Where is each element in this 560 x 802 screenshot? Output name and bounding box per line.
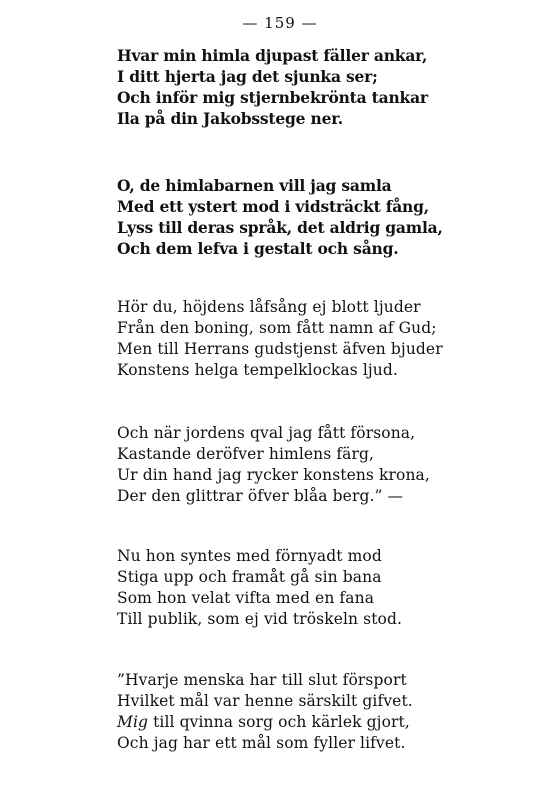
verse-line: Och inför mig stjernbekrönta tankar (117, 88, 428, 107)
verse-line: Ur din hand jag rycker konstens krona, (117, 466, 430, 484)
verse-line: Och jag har ett mål som fyller lifvet. (117, 734, 406, 752)
verse-line: I ditt hjerta jag det sjunka ser; (117, 67, 378, 86)
verse-line: ”Hvarje menska har till slut försport (117, 671, 407, 689)
verse-line-rest: till qvinna sorg och kärlek gjort, (153, 713, 410, 731)
verse-line: Hvar min himla djupast fäller ankar, (117, 46, 428, 65)
verse-line (117, 712, 447, 733)
verse-line: Der den glittrar öfver blåa berg.” — (117, 487, 404, 505)
italic-word: Mig (117, 713, 149, 731)
verse-line: Men till Herrans gudstjenst äfven bjuder (117, 340, 443, 358)
stanza-4 (117, 423, 447, 507)
page-number: — 159 — (242, 14, 318, 32)
stanza-1 (117, 45, 447, 129)
stanza-2 (117, 175, 447, 259)
verse-line: Och dem lefva i gestalt och sång. (117, 239, 399, 258)
verse-line: Konstens helga tempelklockas ljud. (117, 361, 398, 379)
verse-line: Ila på din Jakobsstege ner. (117, 109, 343, 128)
verse-line: Nu hon syntes med förnyadt mod (117, 547, 382, 565)
verse-line: Från den boning, som fått namn af Gud; (117, 319, 437, 337)
verse-line: Till publik, som ej vid tröskeln stod. (117, 610, 403, 628)
stanza-6 (117, 670, 447, 754)
stanza-3 (117, 297, 447, 381)
verse-line: O, de himlabarnen vill jag samla (117, 176, 392, 195)
verse-line: Stiga upp och framåt gå sin bana (117, 568, 382, 586)
verse-line: Hvilket mål var henne särskilt gifvet. (117, 692, 413, 710)
verse-line: Och när jordens qval jag fått försona, (117, 424, 416, 442)
verse-line: Hör du, höjdens låfsång ej blott ljuder (117, 298, 421, 316)
stanza-5 (117, 546, 447, 630)
verse-line: Som hon velat vifta med en fana (117, 589, 375, 607)
verse-line: Med ett ystert mod i vidsträckt fång, (117, 197, 429, 216)
verse-line: Kastande deröfver himlens färg, (117, 445, 375, 463)
verse-line: Lyss till deras språk, det aldrig gamla, (117, 218, 443, 237)
